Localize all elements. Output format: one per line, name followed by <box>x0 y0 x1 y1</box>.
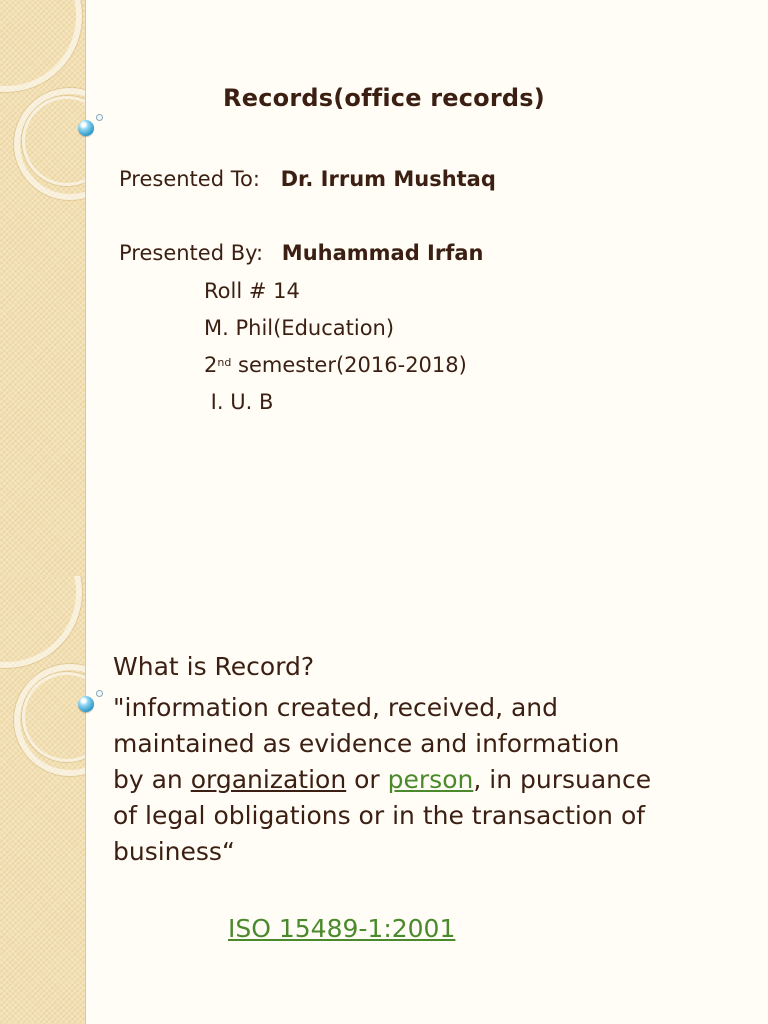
semester-number: 2 <box>204 353 218 377</box>
semester <box>204 355 467 376</box>
iso-citation-link[interactable]: ISO 15489-1:2001 <box>228 914 456 943</box>
record-definition <box>113 690 653 870</box>
slide-definition <box>0 576 768 1024</box>
bullet-dot-icon <box>96 114 103 121</box>
bullet-ball-icon <box>78 696 94 712</box>
presented-to-label: Presented To: <box>119 167 260 191</box>
bullet-dot-icon <box>96 690 103 697</box>
definition-text: , in pursuance of legal obligations or in the transaction of business“ <box>113 765 652 866</box>
question-heading: What is Record? <box>113 652 315 681</box>
presented-by-name: Muhammad Irfan <box>281 241 484 265</box>
bullet-ball-icon <box>78 120 94 136</box>
definition-text: or <box>346 765 388 794</box>
presented-by-row <box>119 243 483 264</box>
institution: I. U. B <box>204 390 274 414</box>
roll-number: Roll # 14 <box>204 279 300 303</box>
semester-ordinal: nd <box>217 356 232 369</box>
presented-by-label: Presented By: <box>119 241 264 265</box>
person-link[interactable]: person <box>387 765 474 794</box>
presented-to-row <box>119 169 496 190</box>
semester-text: semester(2016-2018) <box>231 353 467 377</box>
presented-to-name: Dr. Irrum Mushtaq <box>280 167 496 191</box>
organization-link[interactable]: organization <box>190 765 347 794</box>
definition-text: "information created, received, and maintained as evidence and information by an <box>113 693 620 794</box>
program: M. Phil(Education) <box>204 316 395 340</box>
decorative-ring <box>0 576 82 668</box>
decorative-ring <box>0 0 82 92</box>
page-title: Records(office records) <box>223 84 545 112</box>
decorative-side-band <box>0 576 86 1024</box>
